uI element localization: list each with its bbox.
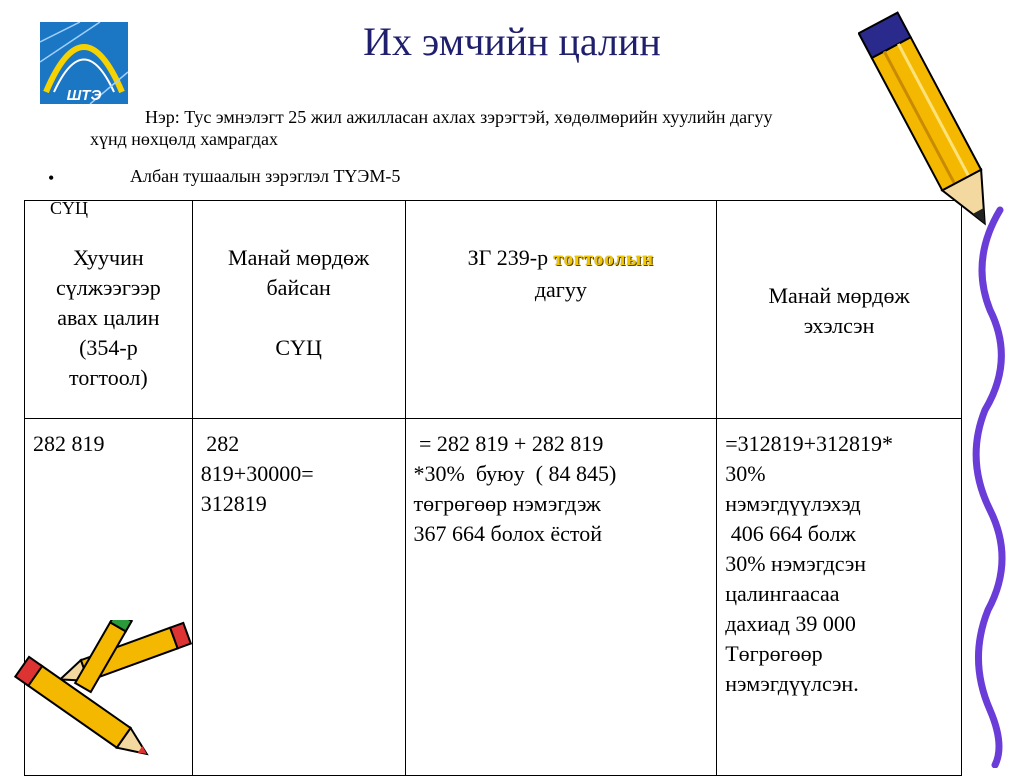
description-line-2: хүнд нөхцөлд хамрагдах	[90, 129, 278, 149]
description-line-1: Нэр: Тус эмнэлэгт 25 жил ажилласан ахлах зэрэгтэй, хөдөлмөрийн хуулийн дагуу	[145, 107, 773, 127]
cell-previous-salary: 282 819+30000= 312819	[192, 419, 405, 776]
bullet-mark: •	[48, 168, 55, 188]
cell-old-salary: 282 819	[25, 419, 193, 776]
position-grade: Албан тушаалын зэрэглэл ТҮЭМ-5	[130, 166, 401, 186]
wordart-resolution: тогтоолын	[553, 249, 655, 270]
cell-resolution-salary: = 282 819 + 282 819 *30% буюу ( 84 845) төгрөгөөр нэмэгдэж 367 664 болох ёстой	[405, 419, 717, 776]
header-row	[25, 201, 962, 419]
overlap-label: СҮЦ	[50, 198, 89, 218]
header-current: Манай мөрдөж эхэлсэн	[717, 201, 962, 419]
header-previous: Манай мөрдөж байсан СҮЦ	[192, 201, 405, 419]
cell-current-salary: =312819+312819* 30% нэмэгдүүлэхэд 406 664 болж 30% нэмэгдсэн цалингаасаа дахиад 39 000 Төгрөгөөр нэмэгдүүлсэн.	[717, 419, 962, 776]
header-resolution: ЗГ 239-р тогтоолын дагуу	[405, 201, 717, 419]
scribble-icon	[960, 200, 1024, 768]
logo-text: ШТЭ	[66, 87, 102, 104]
description	[90, 106, 930, 150]
header-old-network: Хуучин сүлжээгээр авах цалин (354-р тогтоол)	[25, 201, 193, 419]
page-title: Их эмчийн цалин	[363, 19, 661, 64]
pencils-icon	[0, 620, 210, 765]
